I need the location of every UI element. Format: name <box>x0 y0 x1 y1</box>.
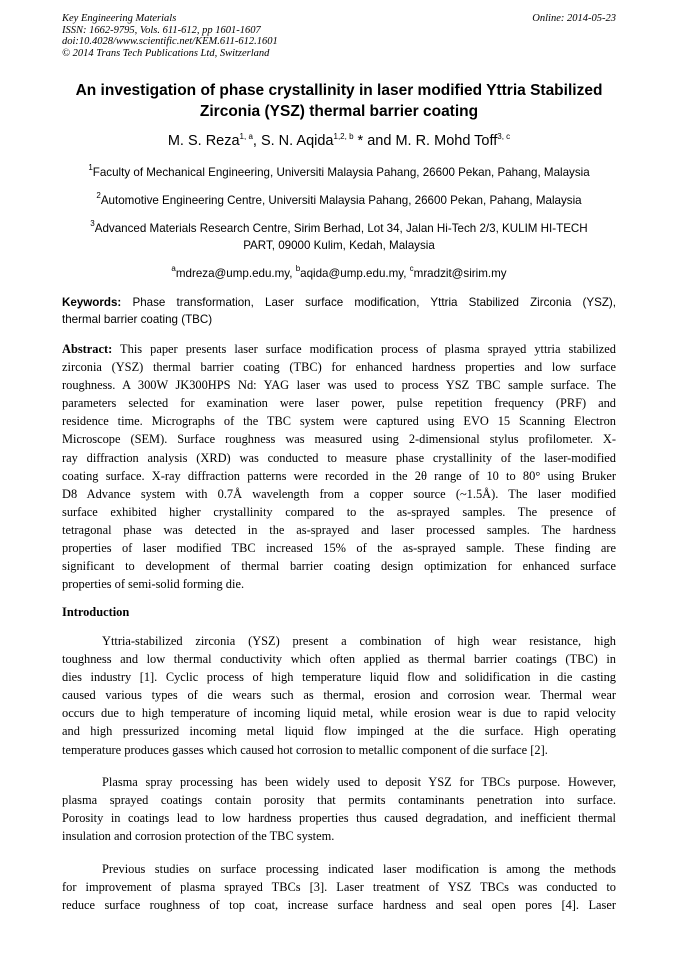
abstract-line: significant to development of thermal barrier coating design optimization for enhanced surface <box>62 559 616 574</box>
paragraph-line: Yttria-stabilized zirconia (YSZ) present a combination of high wear resistance, high <box>102 634 616 648</box>
email-mark: b <box>295 264 301 273</box>
author-affiliation-mark: 3, c <box>497 132 511 141</box>
abstract-line: Microscope (SEM). Surface roughness was measured using 2-dimensional stylus profilometer. X- <box>62 432 616 447</box>
paragraph-line: occurs due to high temperature of incoming liquid metal, while erosion wear is due to rapid velocity <box>62 706 616 721</box>
title-line: Zirconia (YSZ) thermal barrier coating <box>199 103 479 120</box>
intro-paragraph <box>62 773 616 845</box>
abstract-line: surface exhibited higher crystallinity compared to the as-sprayed samples. The presence of <box>62 504 616 519</box>
intro-paragraph <box>62 860 616 914</box>
paragraph-line: caused various types of die wears such as thermal, erosion and corrosion wear. Thermal wear <box>62 688 616 703</box>
affiliation-text: Automotive Engineering Centre, Universiti Malaysia Pahang, 26600 Pekan, Pahang, Malaysia <box>100 194 582 207</box>
email-address[interactable]: mdreza@ump.edu.my, <box>175 267 296 280</box>
abstract-line: residence time. Micrographs of the TBC system were captured using EVO 15 Scanning Electron <box>62 414 616 429</box>
affiliation <box>40 192 638 209</box>
paragraph-line: dies industry [1]. Cyclic process of high temperature liquid flow and solidification in die casting <box>62 670 616 685</box>
paragraph-line: for improvement of plasma sprayed TBCs [3]. Laser treatment of YSZ TBCs was conducted to <box>62 880 616 895</box>
author-separator: , <box>252 133 261 149</box>
affiliation-mark: 2 <box>96 191 101 200</box>
affiliation-text: PART, 09000 Kulim, Kedah, Malaysia <box>243 239 435 252</box>
email-address[interactable]: mradzit@sirim.my <box>413 267 507 280</box>
paragraph-line: and high pressurized incoming metal liquid flow impinged at the die surface. High operating <box>62 724 616 739</box>
abstract-line: ray diffraction analysis (XRD) was conducted to measure phase crystallinity of the laser-modified <box>62 450 616 465</box>
keywords-text: Phase transformation, Laser surface modification, Yttria Stabilized Zirconia (YSZ), <box>121 296 616 309</box>
abstract-line: zirconia (YSZ) thermal barrier coating (TBC) for enhanced hardness properties and low surface <box>62 360 616 375</box>
affiliation-text: Faculty of Mechanical Engineering, Universiti Malaysia Pahang, 26600 Pekan, Pahang, Malaysia <box>92 166 590 179</box>
author-affiliation-mark: 1, a <box>239 132 253 141</box>
abstract-line <box>62 340 616 358</box>
issn-line: ISSN: 1662-9795, Vols. 611-612, pp 1601-1607 <box>62 24 261 36</box>
intro-paragraph <box>62 632 616 759</box>
author-name: S. N. Aqida <box>260 133 334 149</box>
author-affiliation-mark: 1,2, b <box>333 132 354 141</box>
paragraph-line: temperature produces gasses which caused hot corrosion to metallic component of die surface [2]. <box>62 742 548 757</box>
paper-title <box>40 80 638 122</box>
paragraph-line: Porosity in coatings lead to low hardness properties thus caused degradation, and inefficient thermal <box>62 811 616 826</box>
author-name: M. R. Mohd Toff <box>395 133 498 149</box>
title-line: An investigation of phase crystallinity in laser modified Yttria Stabilized <box>75 82 603 99</box>
email-mark: a <box>171 264 176 273</box>
paragraph-line: plasma sprayed coatings contain porosity that permits contaminants penetration into surface. <box>62 793 616 808</box>
abstract-text: This paper presents laser surface modification process of plasma sprayed yttria stabilized <box>112 342 616 356</box>
copyright-line: © 2014 Trans Tech Publications Ltd, Switzerland <box>62 47 270 59</box>
abstract-label: Abstract: <box>62 342 113 356</box>
abstract-line: D8 Advance system with 0.7Å wavelength from a copper source (~1.5Å). The laser modified <box>62 486 616 501</box>
paragraph-line: Plasma spray processing has been widely used to deposit YSZ for TBCs purpose. However, <box>102 775 616 789</box>
abstract-line: properties of laser modified TBC increased 15% of the as-sprayed sample. These finding are <box>62 541 616 556</box>
paragraph-line: Previous studies on surface processing indicated laser modification is among the methods <box>102 862 616 876</box>
email-list <box>40 265 638 282</box>
author-list <box>40 132 638 150</box>
abstract-line: tetragonal phase was detected in the as-sprayed and laser processed samples. The hardness <box>62 522 616 537</box>
affiliation-mark: 1 <box>88 163 93 172</box>
journal-name: Key Engineering Materials <box>62 13 177 24</box>
paragraph-line: insulation and corrosion protection of the TBC system. <box>62 829 335 844</box>
doi-line: doi:10.4028/www.scientific.net/KEM.611-612.1601 <box>62 36 278 48</box>
abstract-line: roughness. A 300W JK300HPS Nd: YAG laser was used to process YSZ TBC sample surface. The <box>62 378 616 393</box>
abstract-line: parameters selected for examination were laser power, pulse repetition frequency (PRF) and <box>62 396 616 411</box>
affiliation <box>40 164 638 181</box>
abstract <box>62 340 616 593</box>
corresponding-mark: * <box>353 133 368 149</box>
author-name: M. S. Reza <box>167 133 240 149</box>
online-date: Online: 2014-05-23 <box>532 13 616 24</box>
paragraph-line: reduce surface roughness of top coat, increase surface hardness and seal open pores [4]. Laser <box>62 898 616 913</box>
email-mark: c <box>409 264 414 273</box>
affiliation-mark: 3 <box>90 219 95 228</box>
section-heading-introduction: Introduction <box>62 605 130 619</box>
author-separator: and <box>367 133 396 149</box>
paragraph-line: toughness and low thermal conductivity which often applied as thermal barrier coatings (TBC) in <box>62 652 616 667</box>
email-address[interactable]: aqida@ump.edu.my, <box>300 267 410 280</box>
abstract-line: properties of semi-solid forming die. <box>62 577 245 592</box>
abstract-line: coating surface. X-ray diffraction patterns were recorded in the 2θ range of 10 to 80° using Bruker <box>62 468 616 483</box>
affiliation <box>40 220 638 254</box>
keywords <box>62 294 616 328</box>
keywords-label: Keywords: <box>62 296 122 309</box>
affiliation-text: Advanced Materials Research Centre, Sirim Berhad, Lot 34, Jalan Hi-Tech 2/3, KULIM HI-TECH <box>94 222 588 235</box>
keywords-text: thermal barrier coating (TBC) <box>62 313 213 326</box>
journal-header <box>62 13 616 59</box>
